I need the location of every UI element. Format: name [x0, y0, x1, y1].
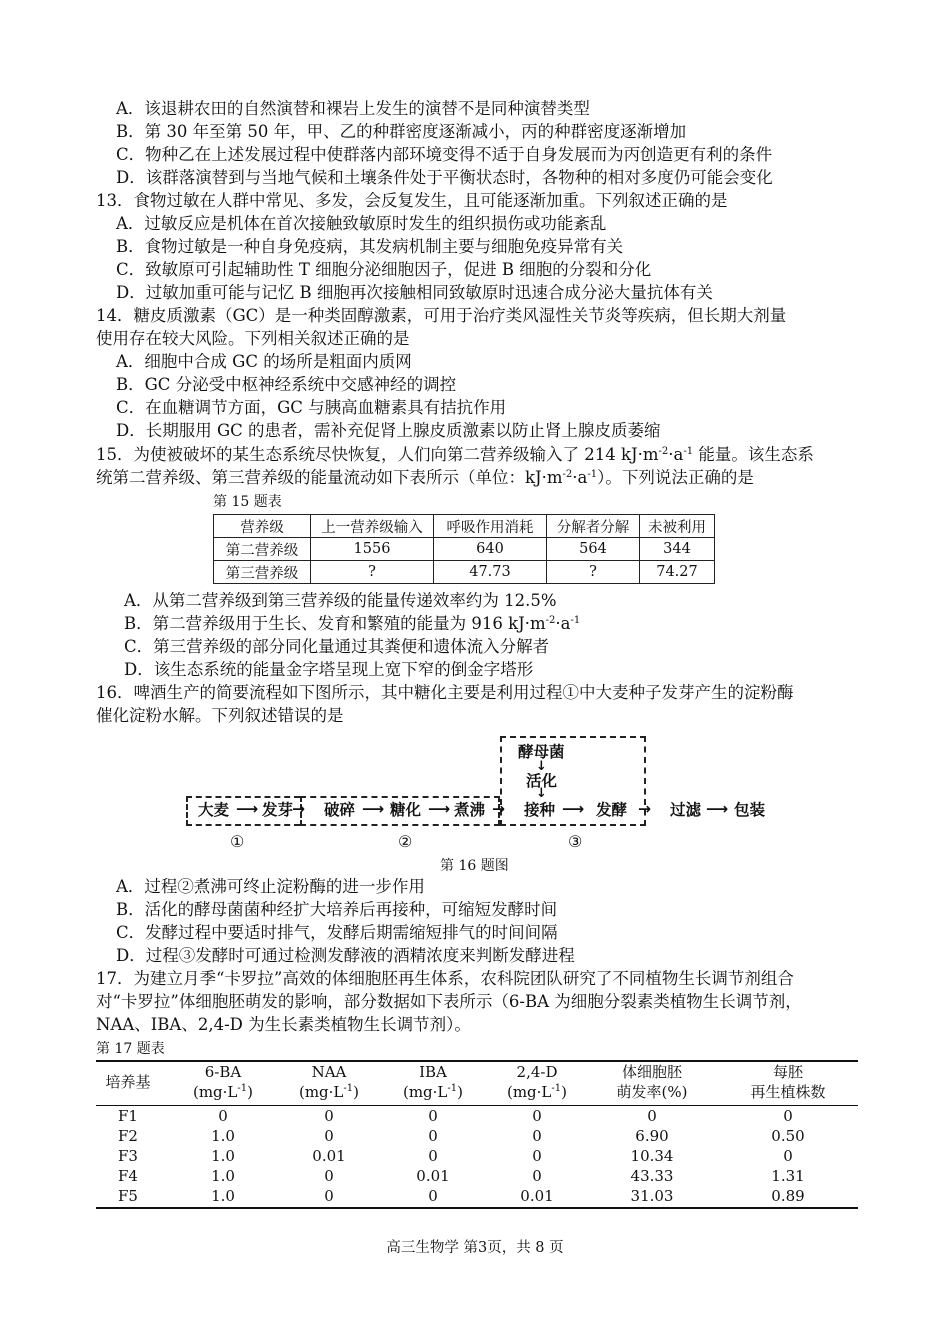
table-header-rule — [96, 1105, 858, 1106]
table-header: 未被利用 — [640, 515, 715, 538]
unit-tail: ) — [247, 1083, 254, 1101]
q13-option-d: D．过敏加重可能与记忆 B 细胞再次接触相同致敏原时迅速合成分泌大量抗体有关 — [116, 283, 713, 302]
unit-text: (mg·L — [192, 1083, 238, 1101]
unit-tail: ) — [353, 1083, 360, 1101]
q15-stem-line1 — [96, 444, 814, 466]
table-cell: 0 — [783, 1107, 793, 1125]
arrow-icon: ⟶ — [362, 800, 385, 818]
table-cell: 1.31 — [771, 1167, 805, 1185]
arrow-icon: ⟶ — [236, 800, 259, 818]
arrow-icon: → — [492, 800, 505, 818]
node-crush: 破碎 — [324, 801, 356, 819]
superscript: -1 — [343, 1083, 354, 1094]
node-filter: 过滤 — [670, 801, 702, 819]
unit-text: (mg·L — [298, 1083, 344, 1101]
table-cell: 43.33 — [630, 1167, 674, 1185]
table-cell: 0 — [428, 1107, 438, 1125]
table-cell: 1.0 — [211, 1167, 235, 1185]
arrow-icon: → — [292, 800, 305, 818]
table-header: 2,4-D — [516, 1063, 558, 1081]
table-cell: 31.03 — [630, 1187, 674, 1205]
q17-stem-line2: 对“卡罗拉”体细胞胚萌发的影响，部分数据如下表所示（6-BA 为细胞分裂素类植物生长调节剂， — [96, 992, 802, 1011]
node-barley: 大麦 — [198, 801, 230, 819]
q13-stem: 13．食物过敏在人群中常见、多发，会反复发生，且可能逐渐加重。下列叙述正确的是 — [96, 191, 728, 210]
q15-stem-line2 — [96, 467, 754, 489]
table-cell: F2 — [118, 1127, 138, 1145]
table-cell: 0 — [324, 1167, 334, 1185]
table-cell: 0.01 — [312, 1147, 346, 1165]
table-cell: 6.90 — [635, 1127, 669, 1145]
table-header: 体细胞胚 — [621, 1063, 683, 1081]
node-activate: 活化 — [526, 772, 558, 790]
unit-text: (mg·L — [402, 1083, 448, 1101]
superscript: -1 — [570, 615, 581, 626]
table-header: 6-BA — [204, 1063, 242, 1081]
table-cell: ? — [547, 561, 640, 584]
q15-option-a: A．从第二营养级到第三营养级的能量传递效率约为 12.5% — [124, 591, 557, 610]
table-header-unit — [193, 1082, 253, 1102]
table-cell: 0.50 — [771, 1127, 805, 1145]
superscript: -1 — [447, 1083, 458, 1094]
superscript: -2 — [545, 615, 556, 626]
q16-flow-diagram — [186, 734, 786, 854]
table-cell: 74.27 — [640, 561, 715, 584]
table-header: IBA — [419, 1063, 447, 1081]
q15-stem-part: ）。下列说法正确的是 — [597, 468, 754, 487]
table-header: 上一营养级输入 — [311, 515, 434, 538]
table-header: 分解者分解 — [547, 515, 640, 538]
q16-stem-line2: 催化淀粉水解。下列叙述错误的是 — [96, 706, 344, 725]
table-header-unit — [299, 1082, 359, 1102]
table-cell: 1.0 — [211, 1187, 235, 1205]
q16-option-a: A．过程②煮沸可终止淀粉酶的进一步作用 — [116, 877, 425, 896]
node-boil: 煮沸 — [454, 801, 486, 819]
node-ferment: 发酵 — [596, 801, 628, 819]
q15-option-b — [124, 613, 580, 635]
q15-stem-part: ·a — [668, 445, 684, 464]
q13-option-a: A．过敏反应是机体在首次接触致敏原时发生的组织损伤或功能紊乱 — [116, 214, 607, 233]
arrow-down-icon: ↓ — [536, 786, 547, 801]
table-cell: 0 — [324, 1107, 334, 1125]
q12-option-c: C．物种乙在上述发展过程中使群落内部环境变得不适于自身发展而为丙创造更有利的条件 — [116, 145, 773, 164]
arrow-down-icon: ↓ — [536, 759, 547, 774]
table-cell: 47.73 — [434, 561, 547, 584]
table-row — [214, 538, 715, 561]
q12-option-a: A．该退耕农田的自然演替和裸岩上发生的演替不是同种演替类型 — [116, 99, 590, 118]
q17-table-caption: 第 17 题表 — [96, 1041, 165, 1057]
q14-option-a: A．细胞中合成 GC 的场所是粗面内质网 — [116, 352, 412, 371]
table-cell: 1.0 — [211, 1147, 235, 1165]
page-footer: 高三生物学 第3页，共 8 页 — [386, 1240, 564, 1256]
table-cell: 10.34 — [630, 1147, 674, 1165]
q14-stem-line1: 14．糖皮质激素（GC）是一种类固醇激素，可用于治疗类风湿性关节炎等疾病，但长期大剂量 — [96, 306, 787, 325]
arrow-icon: ⟶ — [428, 800, 451, 818]
q14-option-b: B．GC 分泌受中枢神经系统中交感神经的调控 — [116, 375, 457, 394]
q16-option-c: C．发酵过程中要适时排气，发酵后期需缩短排气的时间间隔 — [116, 923, 558, 942]
table-cell: F3 — [118, 1147, 138, 1165]
table-cell: 0 — [218, 1107, 228, 1125]
table-header-unit — [507, 1082, 567, 1102]
q14-stem-line2: 使用存在较大风险。下列相关叙述正确的是 — [96, 329, 410, 348]
q15-option-c: C．第三营养级的部分同化量通过其粪便和遗体流入分解者 — [124, 637, 550, 656]
table-cell: 0 — [783, 1147, 793, 1165]
superscript: -1 — [587, 469, 598, 480]
table-header: NAA — [311, 1063, 347, 1081]
superscript: -2 — [562, 469, 573, 480]
table-cell: 第二营养级 — [214, 538, 311, 561]
table-cell: 0 — [532, 1147, 542, 1165]
table-cell: 1556 — [311, 538, 434, 561]
table-header: 呼吸作用消耗 — [434, 515, 547, 538]
q14-option-d: D．长期服用 GC 的患者，需补充促肾上腺皮质激素以防止肾上腺皮质萎缩 — [116, 421, 661, 440]
q16-option-b: B．活化的酵母菌菌种经扩大培养后再接种，可缩短发酵时间 — [116, 900, 558, 919]
q15-stem-part: 15．为使被破坏的某生态系统尽快恢复，人们向第二营养级输入了 214 kJ·m — [96, 445, 659, 464]
table-cell: F4 — [118, 1167, 138, 1185]
q17-stem-line3: NAA、IBA、2,4-D 为生长素类植物生长调节剂）。 — [96, 1015, 471, 1034]
unit-text: (mg·L — [506, 1083, 552, 1101]
table-cell: 0.01 — [416, 1167, 450, 1185]
table-cell: ? — [311, 561, 434, 584]
table-cell: 0 — [532, 1127, 542, 1145]
q15-option-b-text: B．第二营养级用于生长、发育和繁殖的能量为 916 kJ·m — [124, 614, 546, 633]
table-cell: 0 — [428, 1147, 438, 1165]
superscript: -1 — [551, 1083, 562, 1094]
table-cell: F5 — [118, 1187, 138, 1205]
table-header: 营养级 — [214, 515, 311, 538]
table-cell: 0 — [324, 1127, 334, 1145]
q15-table-caption: 第 15 题表 — [213, 494, 282, 510]
q15-option-b-tail: ·a — [555, 614, 571, 633]
q13-option-b: B．食物过敏是一种自身免疫病，其发病机制主要与细胞免疫异常有关 — [116, 237, 624, 256]
table-cell: 344 — [640, 538, 715, 561]
table-cell: 640 — [434, 538, 547, 561]
table-cell: 1.0 — [211, 1127, 235, 1145]
table-header: 每胚 — [772, 1063, 804, 1081]
table-bottom-rule — [96, 1207, 858, 1209]
q15-stem-part: ·a — [572, 468, 588, 487]
q15-option-d: D．该生态系统的能量金字塔呈现上宽下窄的倒金字塔形 — [124, 660, 534, 679]
q15-table — [213, 514, 715, 584]
process-2-label: ② — [398, 832, 413, 851]
arrow-icon: ⟶ — [706, 800, 729, 818]
node-saccharify: 糖化 — [390, 801, 422, 819]
node-inoculate: 接种 — [524, 801, 556, 819]
superscript: -1 — [683, 446, 694, 457]
node-package: 包装 — [734, 801, 766, 819]
table-header: 再生植株数 — [750, 1083, 826, 1101]
q15-stem-part: 统第二营养级、第三营养级的能量流动如下表所示（单位：kJ·m — [96, 468, 563, 487]
q17-stem-line1: 17．为建立月季“卡罗拉”高效的体细胞胚再生体系，农科院团队研究了不同植物生长调节剂组合 — [96, 969, 794, 988]
q12-option-b: B．第 30 年至第 50 年，甲、乙的种群密度逐渐减小，丙的种群密度逐渐增加 — [116, 122, 687, 141]
table-row — [214, 561, 715, 584]
arrow-icon: ⟶ — [562, 800, 585, 818]
table-cell: 0 — [647, 1107, 657, 1125]
q14-option-c: C．在血糖调节方面，GC 与胰高血糖素具有拮抗作用 — [116, 398, 507, 417]
table-cell: 第三营养级 — [214, 561, 311, 584]
table-cell: 0 — [428, 1127, 438, 1145]
q15-stem-part: 能量。该生态系 — [693, 445, 814, 464]
q13-option-c: C．致敏原可引起辅助性 T 细胞分泌细胞因子，促进 B 细胞的分裂和分化 — [116, 260, 652, 279]
table-header: 萌发率(%) — [616, 1083, 688, 1101]
table-cell: 0.89 — [771, 1187, 805, 1205]
table-cell: 0 — [532, 1167, 542, 1185]
arrow-icon: → — [638, 800, 651, 818]
unit-tail: ) — [457, 1083, 464, 1101]
superscript: -1 — [237, 1083, 248, 1094]
table-cell: F1 — [118, 1107, 138, 1125]
table-cell: 0 — [532, 1107, 542, 1125]
node-yeast: 酵母菌 — [518, 743, 565, 761]
table-header-row — [214, 515, 715, 538]
process-1-label: ① — [230, 832, 245, 851]
superscript: -2 — [658, 446, 669, 457]
q12-option-d: D．该群落演替到与当地气候和土壤条件处于平衡状态时，各物种的相对多度仍可能会变化 — [116, 168, 773, 187]
q16-stem-line1: 16．啤酒生产的简要流程如下图所示，其中糖化主要是利用过程①中大麦种子发芽产生的淀粉酶 — [96, 683, 794, 702]
q17-table — [96, 1060, 858, 1210]
q16-figure-caption: 第 16 题图 — [440, 858, 509, 874]
node-germinate: 发芽 — [262, 801, 294, 819]
table-cell: 564 — [547, 538, 640, 561]
table-cell: 0 — [428, 1187, 438, 1205]
unit-tail: ) — [561, 1083, 568, 1101]
q16-option-d: D．过程③发酵时可通过检测发酵液的酒精浓度来判断发酵进程 — [116, 946, 575, 965]
table-cell: 0.01 — [520, 1187, 554, 1205]
process-3-label: ③ — [568, 832, 583, 851]
table-cell: 0 — [324, 1187, 334, 1205]
table-header: 培养基 — [105, 1073, 151, 1091]
table-header-unit — [403, 1082, 463, 1102]
